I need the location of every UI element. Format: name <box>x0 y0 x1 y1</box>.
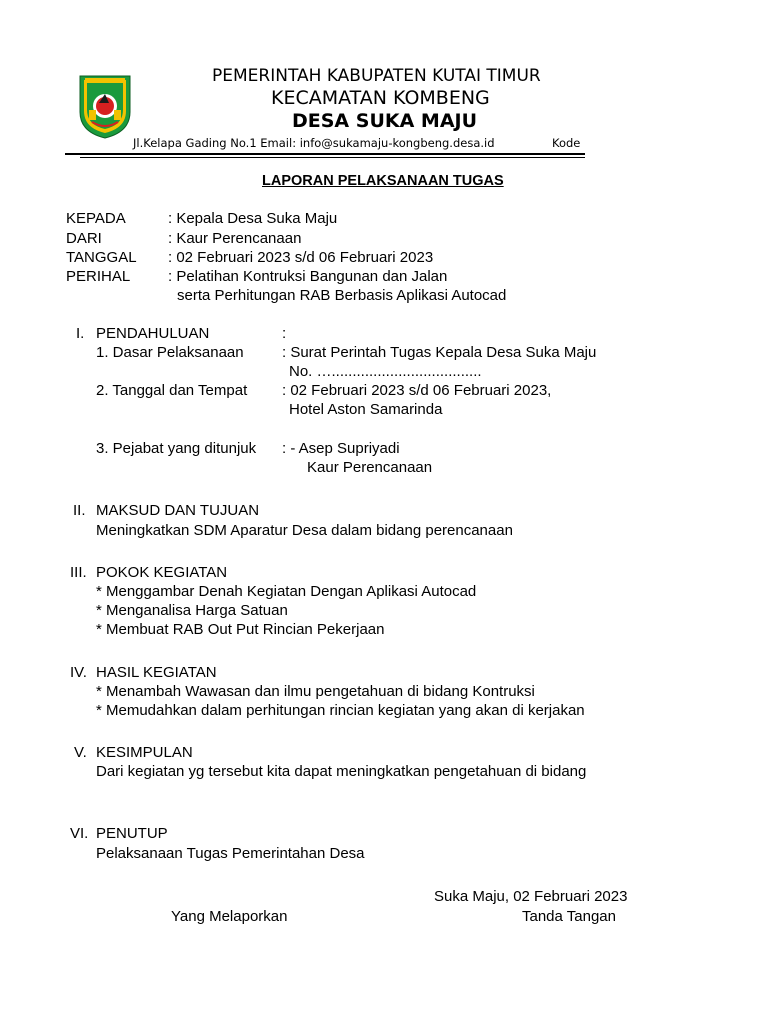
dasar-value: : Surat Perintah Tugas Kepala Desa Suka Maju <box>282 344 597 361</box>
section-3-title: POKOK KEGIATAN <box>96 564 228 581</box>
section-6-body: Pelaksanaan Tugas Pemerintahan Desa <box>96 845 365 862</box>
postal-code-label: Kode <box>552 136 581 150</box>
signature-place-date: Suka Maju, 02 Februari 2023 <box>434 888 628 905</box>
tanggal-label: TANGGAL <box>66 249 137 266</box>
header-divider <box>65 153 585 155</box>
list-item: * Menggambar Denah Kegiatan Dengan Aplikasi Autocad <box>96 583 477 600</box>
document-title: LAPORAN PELAKSANAAN TUGAS <box>262 173 504 189</box>
dari-label: DARI <box>66 230 102 247</box>
tempat-location: Hotel Aston Samarinda <box>289 401 443 418</box>
section-5-body: Dari kegiatan yg tersebut kita dapat meningkatkan pengetahuan di bidang <box>96 763 587 780</box>
header-divider-thin <box>80 157 585 158</box>
kutai-timur-emblem-icon <box>76 70 134 140</box>
section-6-title: PENUTUP <box>96 825 168 842</box>
kepada-value: : Kepala Desa Suka Maju <box>168 210 338 227</box>
section-5-title: KESIMPULAN <box>96 744 193 761</box>
section-2-number: II. <box>73 502 86 519</box>
government-line: PEMERINTAH KABUPATEN KUTAI TIMUR <box>212 66 541 86</box>
section-3-number: III. <box>70 564 87 581</box>
section-1-title: PENDAHULUAN <box>96 325 210 342</box>
address-line: Jl.Kelapa Gading No.1 Email: info@sukamaju-kongbeng.desa.id <box>133 136 495 150</box>
pejabat-position: Kaur Perencanaan <box>307 459 433 476</box>
tempat-value: : 02 Februari 2023 s/d 06 Februari 2023, <box>282 382 552 399</box>
kepada-label: KEPADA <box>66 210 126 227</box>
village-name: DESA SUKA MAJU <box>292 110 478 132</box>
dari-value: : Kaur Perencanaan <box>168 230 302 247</box>
district-line: KECAMATAN KOMBENG <box>271 87 490 109</box>
perihal-value: : Pelatihan Kontruksi Bangunan dan Jalan <box>168 268 448 285</box>
dasar-label: 1. Dasar Pelaksanaan <box>96 344 244 361</box>
section-2-title: MAKSUD DAN TUJUAN <box>96 502 260 519</box>
perihal-label: PERIHAL <box>66 268 131 285</box>
reporter-label: Yang Melaporkan <box>171 908 288 925</box>
tanggal-value: : 02 Februari 2023 s/d 06 Februari 2023 <box>168 249 434 266</box>
section-4-number: IV. <box>70 664 87 681</box>
section-1-colon: : <box>282 325 287 342</box>
pejabat-name: : - Asep Supriyadi <box>282 440 400 457</box>
section-4-title: HASIL KEGIATAN <box>96 664 217 681</box>
section-6-number: VI. <box>70 825 89 842</box>
section-1-number: I. <box>76 325 85 342</box>
list-item: * Memudahkan dalam perhitungan rincian kegiatan yang akan di kerjakan <box>96 702 585 719</box>
pejabat-label: 3. Pejabat yang ditunjuk <box>96 440 257 457</box>
section-2-body: Meningkatkan SDM Aparatur Desa dalam bidang perencanaan <box>96 522 513 539</box>
tempat-label: 2. Tanggal dan Tempat <box>96 382 248 399</box>
tanda-tangan-label: Tanda Tangan <box>522 908 616 925</box>
list-item: * Menganalisa Harga Satuan <box>96 602 288 619</box>
perihal-value-line2: serta Perhitungan RAB Berbasis Aplikasi Autocad <box>177 287 507 304</box>
list-item: * Menambah Wawasan dan ilmu pengetahuan di bidang Kontruksi <box>96 683 535 700</box>
section-5-number: V. <box>74 744 87 761</box>
list-item: * Membuat RAB Out Put Rincian Pekerjaan <box>96 621 385 638</box>
dasar-number: No. ….................................... <box>289 363 482 380</box>
